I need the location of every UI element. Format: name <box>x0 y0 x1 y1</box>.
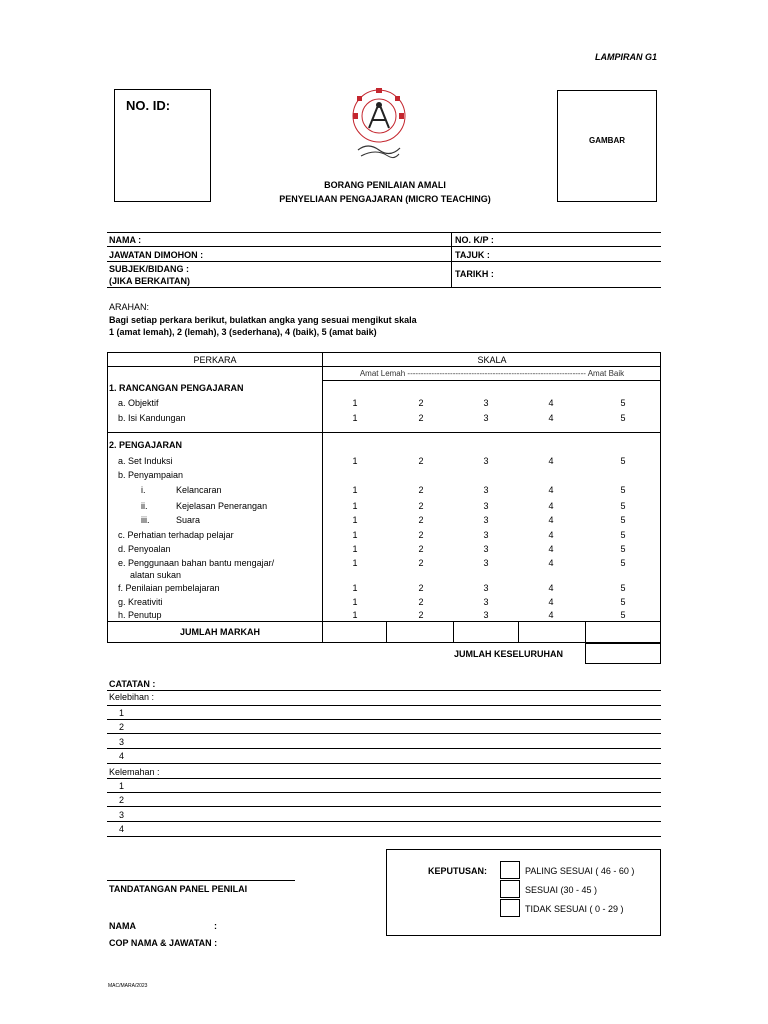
form-title: BORANG PENILAIAN AMALI <box>324 180 446 190</box>
gambar-label: GAMBAR <box>589 136 625 145</box>
scale-option[interactable]: 1 <box>352 398 358 408</box>
scale-option[interactable]: 1 <box>352 530 358 540</box>
subjek-label: SUBJEK/BIDANG : <box>109 264 190 274</box>
scale-option[interactable]: 5 <box>620 544 626 554</box>
item-label: a. Objektif <box>118 398 159 408</box>
scale-option[interactable]: 5 <box>620 597 626 607</box>
scale-option[interactable]: 3 <box>483 456 489 466</box>
kelebihan-label: Kelebihan : <box>109 692 155 702</box>
scale-option[interactable]: 4 <box>548 610 554 620</box>
jumlah-keseluruhan-box[interactable] <box>585 643 661 664</box>
tandatangan-label: TANDATANGAN PANEL PENILAI <box>109 884 248 894</box>
scale-option[interactable]: 2 <box>418 583 424 593</box>
scale-option[interactable]: 1 <box>352 597 358 607</box>
no-id-box <box>114 89 211 202</box>
scale-option[interactable]: 3 <box>483 398 489 408</box>
item-label: f. Penilaian pembelajaran <box>118 583 220 593</box>
mara-logo <box>336 86 422 166</box>
subjek-note: (JIKA BERKAITAN) <box>109 276 190 286</box>
scale-option[interactable]: 3 <box>483 597 489 607</box>
scale-option[interactable]: 1 <box>352 515 358 525</box>
arahan-line2: 1 (amat lemah), 2 (lemah), 3 (sederhana), 4 (baik), 5 (amat baik) <box>109 327 377 337</box>
form-code: MAC/MARA/2023 <box>108 983 148 989</box>
assessment-table <box>107 352 661 643</box>
item-label: h. Penutup <box>118 610 162 620</box>
scale-option[interactable]: 3 <box>483 544 489 554</box>
nama-label: NAMA : <box>109 235 142 245</box>
scale-option[interactable]: 5 <box>620 583 626 593</box>
paling-sesuai-label: PALING SESUAI ( 46 - 60 ) <box>525 866 635 876</box>
scale-option[interactable]: 2 <box>418 501 424 511</box>
scale-option[interactable]: 3 <box>483 583 489 593</box>
item-label: d. Penyoalan <box>118 544 171 554</box>
arahan-title: ARAHAN: <box>109 302 150 312</box>
scale-option[interactable]: 1 <box>352 544 358 554</box>
sesuai-label: SESUAI (30 - 45 ) <box>525 885 598 895</box>
perkara-header: PERKARA <box>193 355 237 365</box>
scale-option[interactable]: 5 <box>620 485 626 495</box>
item-numeral: i. <box>141 485 146 495</box>
cop-label: COP NAMA & JAWATAN : <box>109 938 218 948</box>
gambar-box <box>557 90 657 202</box>
item-label: g. Kreativiti <box>118 597 163 607</box>
scale-option[interactable]: 3 <box>483 530 489 540</box>
scale-option[interactable]: 2 <box>418 544 424 554</box>
jumlah-markah-label: JUMLAH MARKAH <box>180 627 260 637</box>
kelemahan-3: 3 <box>119 810 125 820</box>
tarikh-label: TARIKH : <box>455 269 494 279</box>
kelemahan-label: Kelemahan : <box>109 767 160 777</box>
scale-option[interactable]: 5 <box>620 456 626 466</box>
tidak-sesuai-label: TIDAK SESUAI ( 0 - 29 ) <box>525 904 624 914</box>
scale-option[interactable]: 4 <box>548 398 554 408</box>
scale-option[interactable]: 4 <box>548 456 554 466</box>
form-subtitle: PENYELIAAN PENGAJARAN (MICRO TEACHING) <box>279 194 491 204</box>
scale-option[interactable]: 4 <box>548 485 554 495</box>
scale-option[interactable]: 2 <box>418 413 424 423</box>
item-label: Suara <box>176 515 201 525</box>
scale-option[interactable]: 4 <box>548 515 554 525</box>
kelemahan-4: 4 <box>119 824 125 834</box>
scale-option[interactable]: 2 <box>418 558 424 568</box>
arahan-line1: Bagi setiap perkara berikut, bulatkan angka yang sesuai mengikut skala <box>109 315 417 325</box>
item-label: a. Set Induksi <box>118 456 173 466</box>
scale-option[interactable]: 5 <box>620 398 626 408</box>
scale-option[interactable]: 2 <box>418 515 424 525</box>
jumlah-keseluruhan-label: JUMLAH KESELURUHAN <box>454 649 564 659</box>
item-label: b. Penyampaian <box>118 470 184 480</box>
tajuk-label: TAJUK : <box>455 250 490 260</box>
scale-option[interactable]: 2 <box>418 530 424 540</box>
jawatan-label: JAWATAN DIMOHON : <box>109 250 204 260</box>
catatan-title: CATATAN : <box>109 679 156 689</box>
scale-option[interactable]: 1 <box>352 456 358 466</box>
scale-option[interactable]: 2 <box>418 456 424 466</box>
scale-option[interactable]: 4 <box>548 544 554 554</box>
scale-option[interactable]: 4 <box>548 501 554 511</box>
scale-option[interactable]: 4 <box>548 597 554 607</box>
section-title: 2. PENGAJARAN <box>109 440 183 450</box>
item-label: e. Penggunaan bahan bantu mengajar/ <box>118 558 275 568</box>
sesuai-checkbox[interactable] <box>500 880 520 898</box>
nokp-label: NO. K/P : <box>455 235 494 245</box>
scale-option[interactable]: 5 <box>620 610 626 620</box>
lampiran-label: LAMPIRAN G1 <box>595 52 658 62</box>
tidak-sesuai-checkbox[interactable] <box>500 899 520 917</box>
skala-header: SKALA <box>477 355 507 365</box>
scale-option[interactable]: 2 <box>418 597 424 607</box>
scale-range: Amat Lemah ------------------------------------------------------------------- Amat Baik <box>359 369 625 378</box>
scale-option[interactable]: 1 <box>352 583 358 593</box>
scale-option[interactable]: 3 <box>483 413 489 423</box>
no-id-label: NO. ID: <box>126 98 171 113</box>
kelemahan-2: 2 <box>119 795 125 805</box>
section-title: 1. RANCANGAN PENGAJARAN <box>109 383 244 393</box>
scale-option[interactable]: 1 <box>352 610 358 620</box>
scale-option[interactable]: 3 <box>483 610 489 620</box>
item-numeral: ii. <box>141 501 148 511</box>
scale-option[interactable]: 5 <box>620 530 626 540</box>
scale-option[interactable]: 3 <box>483 485 489 495</box>
scale-option[interactable]: 3 <box>483 501 489 511</box>
keputusan-box <box>386 849 661 936</box>
scale-option[interactable]: 5 <box>620 515 626 525</box>
item-label: alatan sukan <box>130 570 182 580</box>
scale-option[interactable]: 5 <box>620 558 626 568</box>
item-numeral: iii. <box>141 515 150 525</box>
kelebihan-1: 1 <box>119 708 125 718</box>
kelebihan-3: 3 <box>119 737 125 747</box>
scale-option[interactable]: 2 <box>418 610 424 620</box>
item-label: Kelancaran <box>176 485 222 495</box>
scale-option[interactable]: 1 <box>352 558 358 568</box>
nama-colon: : <box>214 921 217 931</box>
scale-option[interactable]: 5 <box>620 501 626 511</box>
item-label: c. Perhatian terhadap pelajar <box>118 530 234 540</box>
keputusan-label: KEPUTUSAN: <box>428 866 488 876</box>
scale-option[interactable]: 4 <box>548 413 554 423</box>
scale-option[interactable]: 1 <box>352 413 358 423</box>
scale-option[interactable]: 3 <box>483 558 489 568</box>
scale-option[interactable]: 5 <box>620 413 626 423</box>
scale-option[interactable]: 4 <box>548 530 554 540</box>
scale-option[interactable]: 3 <box>483 515 489 525</box>
scale-option[interactable]: 2 <box>418 398 424 408</box>
item-label: b. Isi Kandungan <box>118 413 186 423</box>
scale-option[interactable]: 4 <box>548 583 554 593</box>
scale-option[interactable]: 2 <box>418 485 424 495</box>
scale-option[interactable]: 1 <box>352 485 358 495</box>
paling-sesuai-checkbox[interactable] <box>500 861 520 879</box>
nama-footer-label: NAMA <box>109 921 136 931</box>
item-label: Kejelasan Penerangan <box>176 501 268 511</box>
kelebihan-4: 4 <box>119 751 125 761</box>
scale-option[interactable]: 1 <box>352 501 358 511</box>
kelebihan-2: 2 <box>119 722 125 732</box>
scale-option[interactable]: 4 <box>548 558 554 568</box>
kelemahan-1: 1 <box>119 781 125 791</box>
